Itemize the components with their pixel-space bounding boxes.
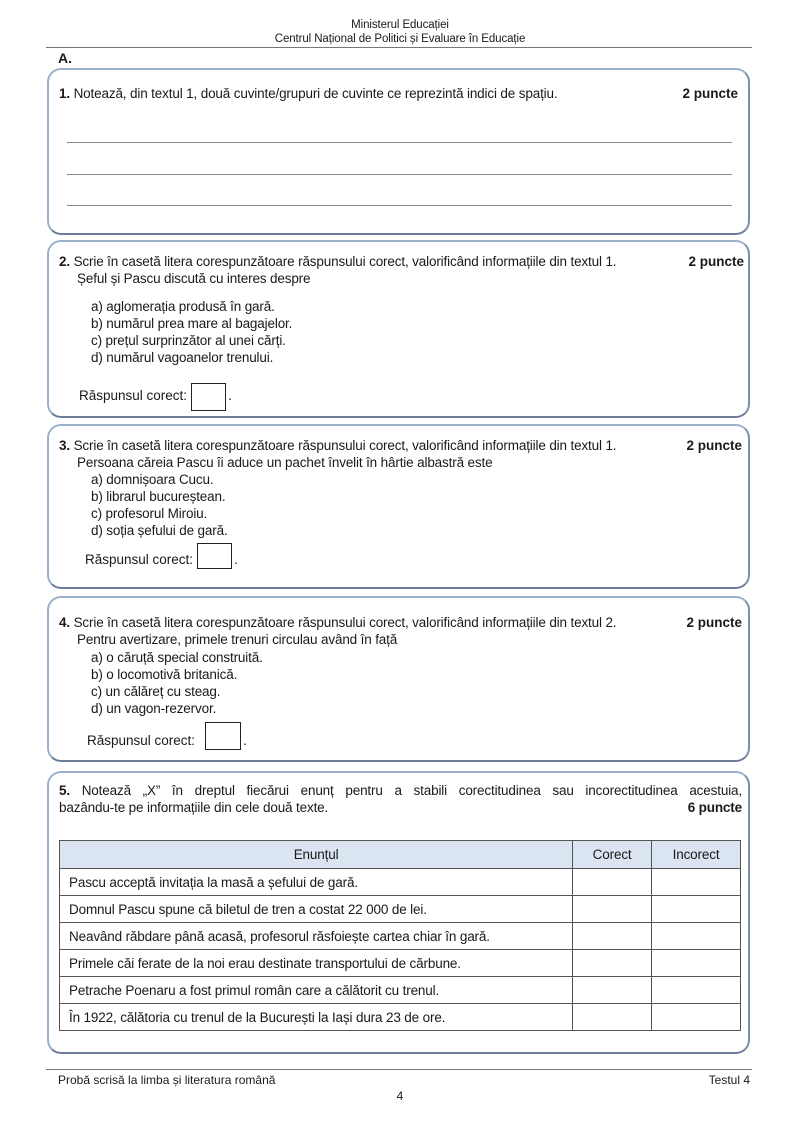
question-prompt: Scrie în casetă litera corespunzătoare răspunsului corect, valorificând informațiile din textul 1. <box>73 254 617 269</box>
statement-cell: Petrache Poenaru a fost primul român care a călătorit cu trenul. <box>60 977 573 1004</box>
table-row <box>60 977 741 1004</box>
question-5-box <box>47 771 750 1054</box>
answer-box[interactable] <box>205 722 241 750</box>
table-row <box>60 869 741 896</box>
question-number: 5. <box>59 783 70 798</box>
footer-test-number: Testul 4 <box>708 1073 750 1087</box>
answer-suffix: . <box>234 552 238 567</box>
answer-box[interactable] <box>197 543 232 569</box>
footer-subject: Probă scrisă la limba și literatura română <box>58 1073 276 1087</box>
incorrect-cell[interactable] <box>652 923 741 950</box>
option-b: b) o locomotivă britanică. <box>91 667 238 682</box>
option-a: a) o căruță special construită. <box>91 650 263 665</box>
answer-line-1[interactable] <box>67 142 732 143</box>
question-2-text <box>59 254 659 287</box>
option-d: d) numărul vagoanelor trenului. <box>91 350 274 365</box>
correct-cell[interactable] <box>573 977 652 1004</box>
correct-cell[interactable] <box>573 869 652 896</box>
question-prompt: Notează, din textul 1, două cuvinte/grupuri de cuvinte ce reprezintă indici de spațiu. <box>73 86 558 101</box>
statement-cell: Pascu acceptă invitația la masă a șefului de gară. <box>60 869 573 896</box>
question-number: 3. <box>59 438 70 453</box>
statement-cell: În 1922, călătoria cu trenul de la București la Iași dura 23 de ore. <box>60 1004 573 1031</box>
options-list <box>91 471 228 539</box>
correct-cell[interactable] <box>573 923 652 950</box>
header-center: Centrul Național de Politici și Evaluare în Educație <box>274 33 526 45</box>
statement-cell: Primele căi ferate de la noi erau destinate transportului de cărbune. <box>60 950 573 977</box>
option-a: a) domnișoara Cucu. <box>91 472 214 487</box>
column-header-statement: Enunțul <box>60 841 573 869</box>
incorrect-cell[interactable] <box>652 1004 741 1031</box>
question-4-box <box>47 596 750 762</box>
option-a: a) aglomerația produsă în gară. <box>91 299 275 314</box>
option-d: d) un vagon-rezervor. <box>91 701 217 716</box>
answer-row <box>79 383 232 411</box>
question-2-points: 2 puncte <box>688 254 744 269</box>
question-4-text <box>59 615 659 648</box>
option-d: d) soția șefului de gară. <box>91 523 228 538</box>
question-3-box <box>47 424 750 589</box>
table-row <box>60 950 741 977</box>
option-b: b) numărul prea mare al bagajelor. <box>91 316 293 331</box>
table-header-row <box>60 841 741 869</box>
header-ministry: Ministerul Educației <box>351 19 449 31</box>
table-row <box>60 923 741 950</box>
column-header-correct: Corect <box>573 841 652 869</box>
answer-suffix: . <box>243 733 247 748</box>
question-prompt-line2: bazându-te pe informațiile din cele două texte. <box>59 799 329 815</box>
incorrect-cell[interactable] <box>652 977 741 1004</box>
question-1-points: 2 puncte <box>682 86 738 101</box>
question-prompt: Scrie în casetă litera corespunzătoare răspunsului corect, valorificând informațiile din textul 2. <box>73 615 617 630</box>
page-number: 4 <box>396 1089 404 1103</box>
answer-suffix: . <box>228 388 232 403</box>
correct-cell[interactable] <box>573 896 652 923</box>
question-stem: Persoana căreia Pascu îi aduce un pachet învelit în hârtie albastră este <box>77 454 493 470</box>
true-false-table <box>59 840 741 1031</box>
header-divider <box>46 47 752 48</box>
question-3-points: 2 puncte <box>686 438 742 453</box>
question-prompt-line1: Notează „X” în dreptul fiecărui enunț pentru a stabili corectitudinea sau incorectitudinea acestuia, <box>81 783 742 798</box>
option-c: c) un călăreț cu steag. <box>91 684 221 699</box>
incorrect-cell[interactable] <box>652 896 741 923</box>
table-row <box>60 896 741 923</box>
option-c: c) prețul surprinzător al unei cărți. <box>91 333 286 348</box>
table-row <box>60 1004 741 1031</box>
question-5-points: 6 puncte <box>687 799 742 815</box>
section-label: A. <box>58 50 72 66</box>
answer-row <box>87 722 247 750</box>
correct-cell[interactable] <box>573 1004 652 1031</box>
question-stem: Șeful și Pascu discută cu interes despre <box>77 270 311 286</box>
question-number: 1. <box>59 86 70 101</box>
options-list <box>91 649 263 717</box>
answer-label: Răspunsul corect: <box>85 552 194 567</box>
answer-label: Răspunsul corect: <box>87 733 196 748</box>
options-list <box>91 298 292 366</box>
question-1-text <box>59 86 557 103</box>
option-c: c) profesorul Miroiu. <box>91 506 208 521</box>
answer-line-2[interactable] <box>67 174 732 175</box>
question-5-text <box>59 783 742 816</box>
answer-row <box>85 543 238 569</box>
question-stem: Pentru avertizare, primele trenuri circulau având în față <box>77 631 398 647</box>
page-header <box>0 18 800 46</box>
footer-divider <box>46 1069 752 1070</box>
question-4-points: 2 puncte <box>686 615 742 630</box>
option-b: b) librarul bucureștean. <box>91 489 226 504</box>
incorrect-cell[interactable] <box>652 950 741 977</box>
question-2-box <box>47 240 750 418</box>
question-3-text <box>59 438 659 471</box>
statement-cell: Neavând răbdare până acasă, profesorul răsfoiește cartea chiar în gară. <box>60 923 573 950</box>
answer-box[interactable] <box>191 383 226 411</box>
question-1-box <box>47 68 750 235</box>
statement-cell: Domnul Pascu spune că biletul de tren a costat 22 000 de lei. <box>60 896 573 923</box>
answer-line-3[interactable] <box>67 205 732 206</box>
incorrect-cell[interactable] <box>652 869 741 896</box>
question-number: 2. <box>59 254 70 269</box>
question-prompt: Scrie în casetă litera corespunzătoare răspunsului corect, valorificând informațiile din textul 1. <box>73 438 617 453</box>
question-number: 4. <box>59 615 70 630</box>
correct-cell[interactable] <box>573 950 652 977</box>
column-header-incorrect: Incorect <box>652 841 741 869</box>
answer-label: Răspunsul corect: <box>79 388 188 403</box>
